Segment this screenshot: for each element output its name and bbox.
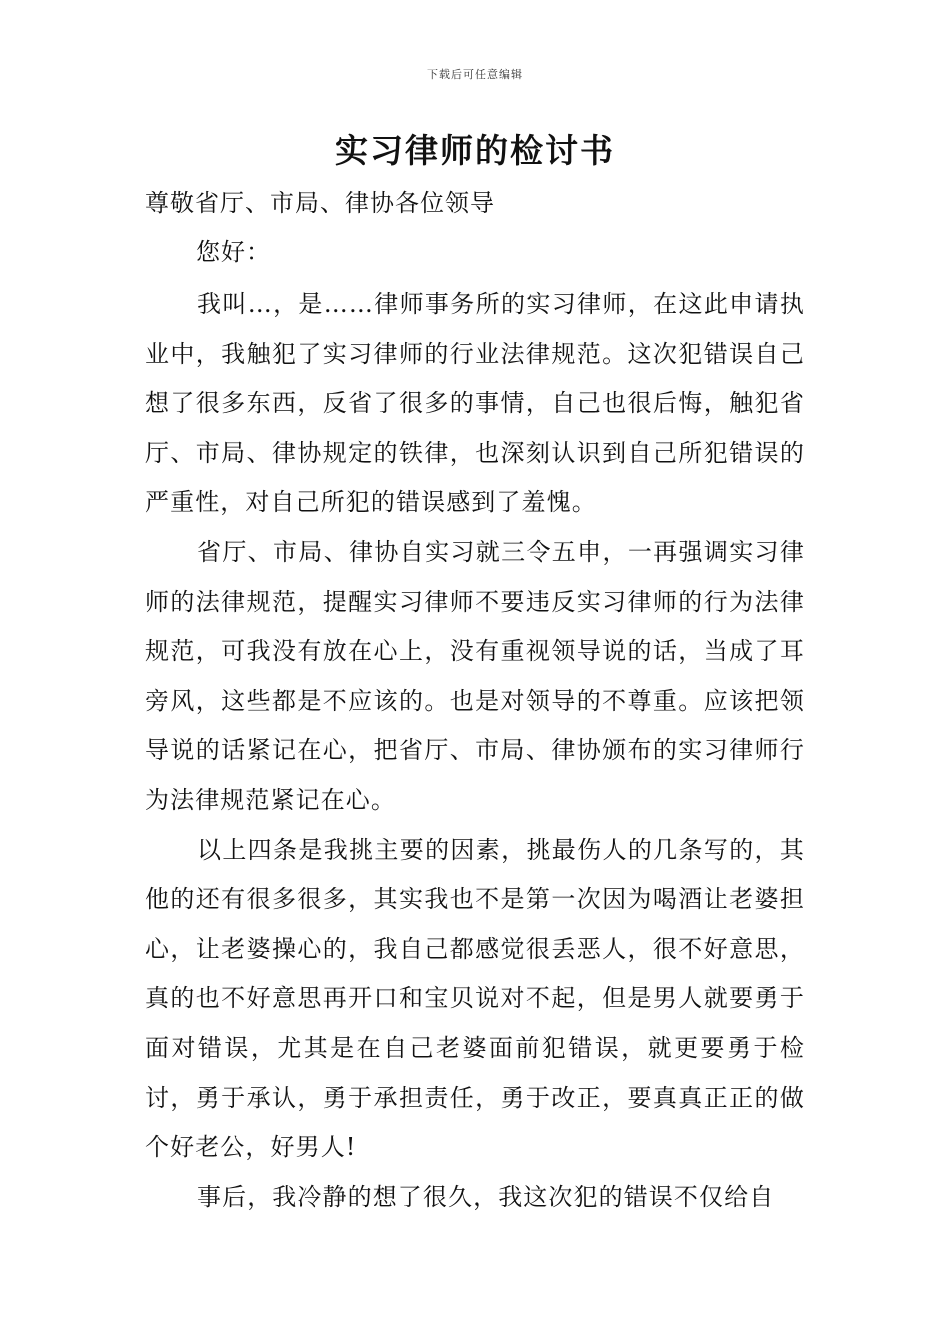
document-title: 实习律师的检讨书 — [335, 131, 615, 170]
document-body — [145, 280, 805, 1222]
paragraph-1: 我叫…，是……律师事务所的实习律师，在这此申请执业中，我触犯了实习律师的行业法律规范。这次犯错误自己想了很多东西，反省了很多的事情，自己也很后悔，触犯省厅、市局、律协规定的铁律，也深刻认识到自己所犯错误的严重性，对自己所犯的错误感到了羞愧。 — [145, 290, 805, 517]
paragraph-3: 以上四条是我挑主要的因素，挑最伤人的几条写的，其他的还有很多很多，其实我也不是第一次因为喝酒让老婆担心，让老婆操心的，我自己都感觉很丢恶人，很不好意思，真的也不好意思再开口和宝贝说对不起，但是男人就要勇于面对错误，尤其是在自己老婆面前犯错误，就更要勇于检讨，勇于承认，勇于承担责任，勇于改正，要真真正正的做个好老公，好男人! — [145, 835, 805, 1162]
paragraph-4: 事后，我冷静的想了很久，我这次犯的错误不仅给自 — [197, 1182, 775, 1211]
salutation: 尊敬省厅、市局、律协各位领导 — [145, 189, 495, 217]
paragraph-2: 省厅、市局、律协自实习就三令五申，一再强调实习律师的法律规范，提醒实习律师不要违反实习律师的行为法律规范，可我没有放在心上，没有重视领导说的话，当成了耳旁风，这些都是不应该的。也是对领导的不尊重。应该把领导说的话紧记在心，把省厅、市局、律协颁布的实习律师行为法律规范紧记在心。 — [145, 537, 805, 814]
header-note: 下载后可任意编辑 — [427, 68, 523, 81]
greeting: 您好： — [196, 238, 271, 266]
